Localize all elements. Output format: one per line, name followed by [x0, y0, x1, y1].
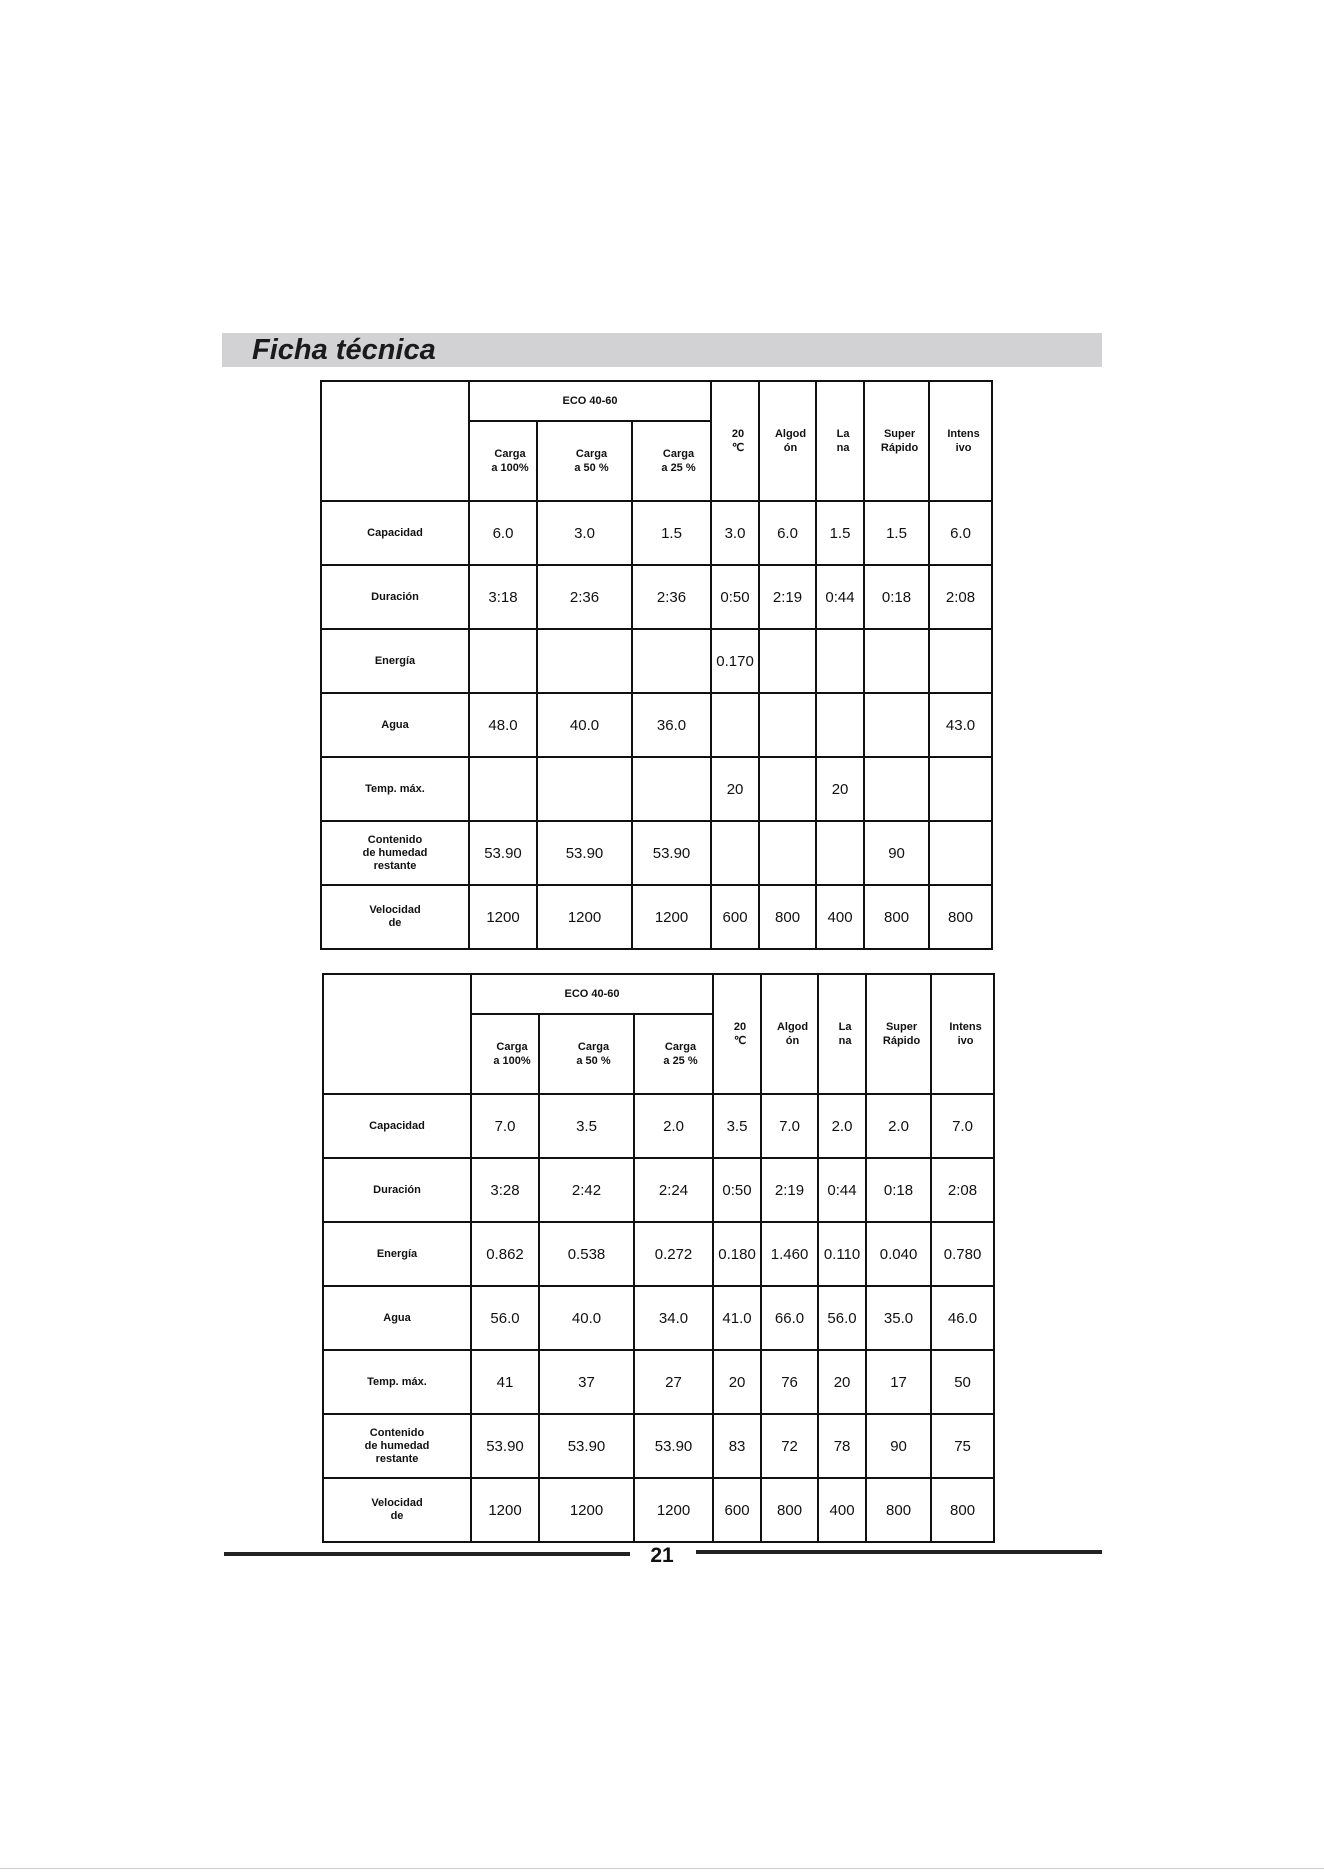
table-cell: 1200 — [471, 1478, 539, 1542]
footer-rule-right — [696, 1550, 1102, 1554]
table-cell: 41.0 — [713, 1286, 761, 1350]
table-cell: 7.0 — [761, 1094, 818, 1158]
table-cell: 7.0 — [471, 1094, 539, 1158]
table-cell: 1200 — [469, 885, 537, 949]
program-header: Intens ivo — [931, 974, 994, 1094]
table-cell — [469, 757, 537, 821]
table-cell: 400 — [816, 885, 864, 949]
table-cell: 53.90 — [469, 821, 537, 885]
table-cell: 800 — [931, 1478, 994, 1542]
table-cell: 2:36 — [632, 565, 711, 629]
program-header: Algod ón — [759, 381, 816, 501]
program-header: Super Rápido — [864, 381, 929, 501]
table-cell: 0.538 — [539, 1222, 634, 1286]
table-cell — [759, 629, 816, 693]
program-header: Intens ivo — [929, 381, 992, 501]
table-cell: 0.040 — [866, 1222, 931, 1286]
load-subheader: Carga a 100% — [471, 1014, 539, 1094]
group-header-eco: ECO 40-60 — [469, 381, 711, 421]
table-cell: 2.0 — [818, 1094, 866, 1158]
table-cell: 35.0 — [866, 1286, 931, 1350]
page-title: Ficha técnica — [252, 334, 436, 366]
table-cell: 1.5 — [632, 501, 711, 565]
table-cell: 600 — [711, 885, 759, 949]
corner-cell — [323, 974, 471, 1094]
row-label: Velocidad de — [321, 885, 469, 949]
table-cell: 0:44 — [818, 1158, 866, 1222]
table-cell — [759, 821, 816, 885]
table-row — [323, 1350, 994, 1414]
program-header: 20 ℃ — [713, 974, 761, 1094]
program-header: La na — [818, 974, 866, 1094]
table-cell: 3.5 — [713, 1094, 761, 1158]
spec-table-2 — [322, 973, 995, 1543]
row-label: Temp. máx. — [323, 1350, 471, 1414]
table-cell: 1200 — [537, 885, 632, 949]
table-row — [323, 1094, 994, 1158]
row-label: Temp. máx. — [321, 757, 469, 821]
table-cell: 76 — [761, 1350, 818, 1414]
table-cell: 50 — [931, 1350, 994, 1414]
table-cell: 3:18 — [469, 565, 537, 629]
table-cell — [711, 693, 759, 757]
table-cell: 800 — [759, 885, 816, 949]
table-cell: 400 — [818, 1478, 866, 1542]
table-cell: 0.780 — [931, 1222, 994, 1286]
table-cell: 78 — [818, 1414, 866, 1478]
row-label: Duración — [321, 565, 469, 629]
table-cell: 56.0 — [471, 1286, 539, 1350]
table-cell: 0:44 — [816, 565, 864, 629]
table-cell: 40.0 — [537, 693, 632, 757]
table-cell: 53.90 — [539, 1414, 634, 1478]
page-number: 21 — [650, 1544, 674, 1567]
load-subheader: Carga a 25 % — [634, 1014, 713, 1094]
table-cell — [632, 629, 711, 693]
table-cell: 53.90 — [537, 821, 632, 885]
table-cell: 0:18 — [866, 1158, 931, 1222]
table-cell: 800 — [866, 1478, 931, 1542]
table-cell: 1200 — [634, 1478, 713, 1542]
table-cell — [816, 693, 864, 757]
table-cell — [929, 757, 992, 821]
table-cell: 800 — [761, 1478, 818, 1542]
row-label: Energía — [321, 629, 469, 693]
row-label: Contenido de humedad restante — [323, 1414, 471, 1478]
table-cell: 0.180 — [713, 1222, 761, 1286]
table-cell: 0.170 — [711, 629, 759, 693]
row-label: Capacidad — [323, 1094, 471, 1158]
table-cell: 600 — [713, 1478, 761, 1542]
table-cell: 2.0 — [634, 1094, 713, 1158]
table-cell: 17 — [866, 1350, 931, 1414]
row-label: Energía — [323, 1222, 471, 1286]
table-row — [321, 565, 992, 629]
table-cell: 53.90 — [634, 1414, 713, 1478]
table-cell: 66.0 — [761, 1286, 818, 1350]
table-cell: 0.862 — [471, 1222, 539, 1286]
table-cell: 1.460 — [761, 1222, 818, 1286]
table-cell: 7.0 — [931, 1094, 994, 1158]
table-cell: 20 — [711, 757, 759, 821]
table-cell — [816, 629, 864, 693]
table-cell: 56.0 — [818, 1286, 866, 1350]
table-cell — [469, 629, 537, 693]
table-cell: 37 — [539, 1350, 634, 1414]
table-cell — [759, 693, 816, 757]
table-cell: 27 — [634, 1350, 713, 1414]
table-cell — [537, 757, 632, 821]
load-subheader: Carga a 100% — [469, 421, 537, 501]
table-cell: 3.0 — [711, 501, 759, 565]
load-subheader: Carga a 25 % — [632, 421, 711, 501]
table-cell: 1.5 — [816, 501, 864, 565]
table-cell: 2.0 — [866, 1094, 931, 1158]
table-row — [321, 629, 992, 693]
row-label: Velocidad de — [323, 1478, 471, 1542]
table-cell: 20 — [816, 757, 864, 821]
table-cell: 6.0 — [759, 501, 816, 565]
table-cell: 0:50 — [711, 565, 759, 629]
footer-rule-left — [224, 1552, 630, 1556]
table-cell — [759, 757, 816, 821]
table-cell: 2:19 — [761, 1158, 818, 1222]
table-cell: 75 — [931, 1414, 994, 1478]
row-label: Agua — [323, 1286, 471, 1350]
table-cell: 0.272 — [634, 1222, 713, 1286]
load-subheader: Carga a 50 % — [537, 421, 632, 501]
table-cell: 0.110 — [818, 1222, 866, 1286]
table-cell: 3.5 — [539, 1094, 634, 1158]
table-row — [321, 501, 992, 565]
table-cell — [929, 629, 992, 693]
table-cell: 3:28 — [471, 1158, 539, 1222]
program-header: 20 ℃ — [711, 381, 759, 501]
section-title-bar — [222, 333, 1102, 367]
load-subheader: Carga a 50 % — [539, 1014, 634, 1094]
corner-cell — [321, 381, 469, 501]
table-cell — [864, 757, 929, 821]
table-cell: 36.0 — [632, 693, 711, 757]
table-cell: 83 — [713, 1414, 761, 1478]
table-cell: 20 — [818, 1350, 866, 1414]
table-cell: 53.90 — [632, 821, 711, 885]
table-cell: 41 — [471, 1350, 539, 1414]
table-cell: 90 — [866, 1414, 931, 1478]
table-cell: 48.0 — [469, 693, 537, 757]
table-cell: 40.0 — [539, 1286, 634, 1350]
table-cell: 90 — [864, 821, 929, 885]
row-label: Capacidad — [321, 501, 469, 565]
table-cell — [864, 629, 929, 693]
page-edge-line — [0, 1868, 1324, 1869]
table-cell: 2:19 — [759, 565, 816, 629]
table-cell — [816, 821, 864, 885]
table-cell: 1200 — [539, 1478, 634, 1542]
table-cell: 34.0 — [634, 1286, 713, 1350]
table-cell: 43.0 — [929, 693, 992, 757]
table-row — [321, 757, 992, 821]
table-cell: 800 — [864, 885, 929, 949]
table-row — [323, 1158, 994, 1222]
table-cell: 46.0 — [931, 1286, 994, 1350]
table-row — [321, 693, 992, 757]
table-cell: 2:08 — [931, 1158, 994, 1222]
table-cell — [537, 629, 632, 693]
table-cell — [929, 821, 992, 885]
table-cell: 20 — [713, 1350, 761, 1414]
program-header: La na — [816, 381, 864, 501]
table-cell: 1.5 — [864, 501, 929, 565]
table-row — [321, 885, 992, 949]
table-row — [323, 1414, 994, 1478]
table-cell: 6.0 — [929, 501, 992, 565]
spec-table-1 — [320, 380, 993, 950]
program-header: Algod ón — [761, 974, 818, 1094]
table-cell: 53.90 — [471, 1414, 539, 1478]
table-row — [323, 1222, 994, 1286]
table-row — [323, 1478, 994, 1542]
table-cell — [864, 693, 929, 757]
table-row — [321, 821, 992, 885]
table-cell: 72 — [761, 1414, 818, 1478]
table-cell: 0:50 — [713, 1158, 761, 1222]
table-cell: 800 — [929, 885, 992, 949]
table-row — [323, 1286, 994, 1350]
row-label: Contenido de humedad restante — [321, 821, 469, 885]
table-cell: 2:24 — [634, 1158, 713, 1222]
program-header: Super Rápido — [866, 974, 931, 1094]
table-cell — [711, 821, 759, 885]
table-cell: 2:42 — [539, 1158, 634, 1222]
row-label: Duración — [323, 1158, 471, 1222]
row-label: Agua — [321, 693, 469, 757]
group-header-eco: ECO 40-60 — [471, 974, 713, 1014]
table-cell: 3.0 — [537, 501, 632, 565]
table-cell: 6.0 — [469, 501, 537, 565]
table-cell: 0:18 — [864, 565, 929, 629]
table-cell: 2:36 — [537, 565, 632, 629]
table-cell: 1200 — [632, 885, 711, 949]
table-cell: 2:08 — [929, 565, 992, 629]
table-cell — [632, 757, 711, 821]
